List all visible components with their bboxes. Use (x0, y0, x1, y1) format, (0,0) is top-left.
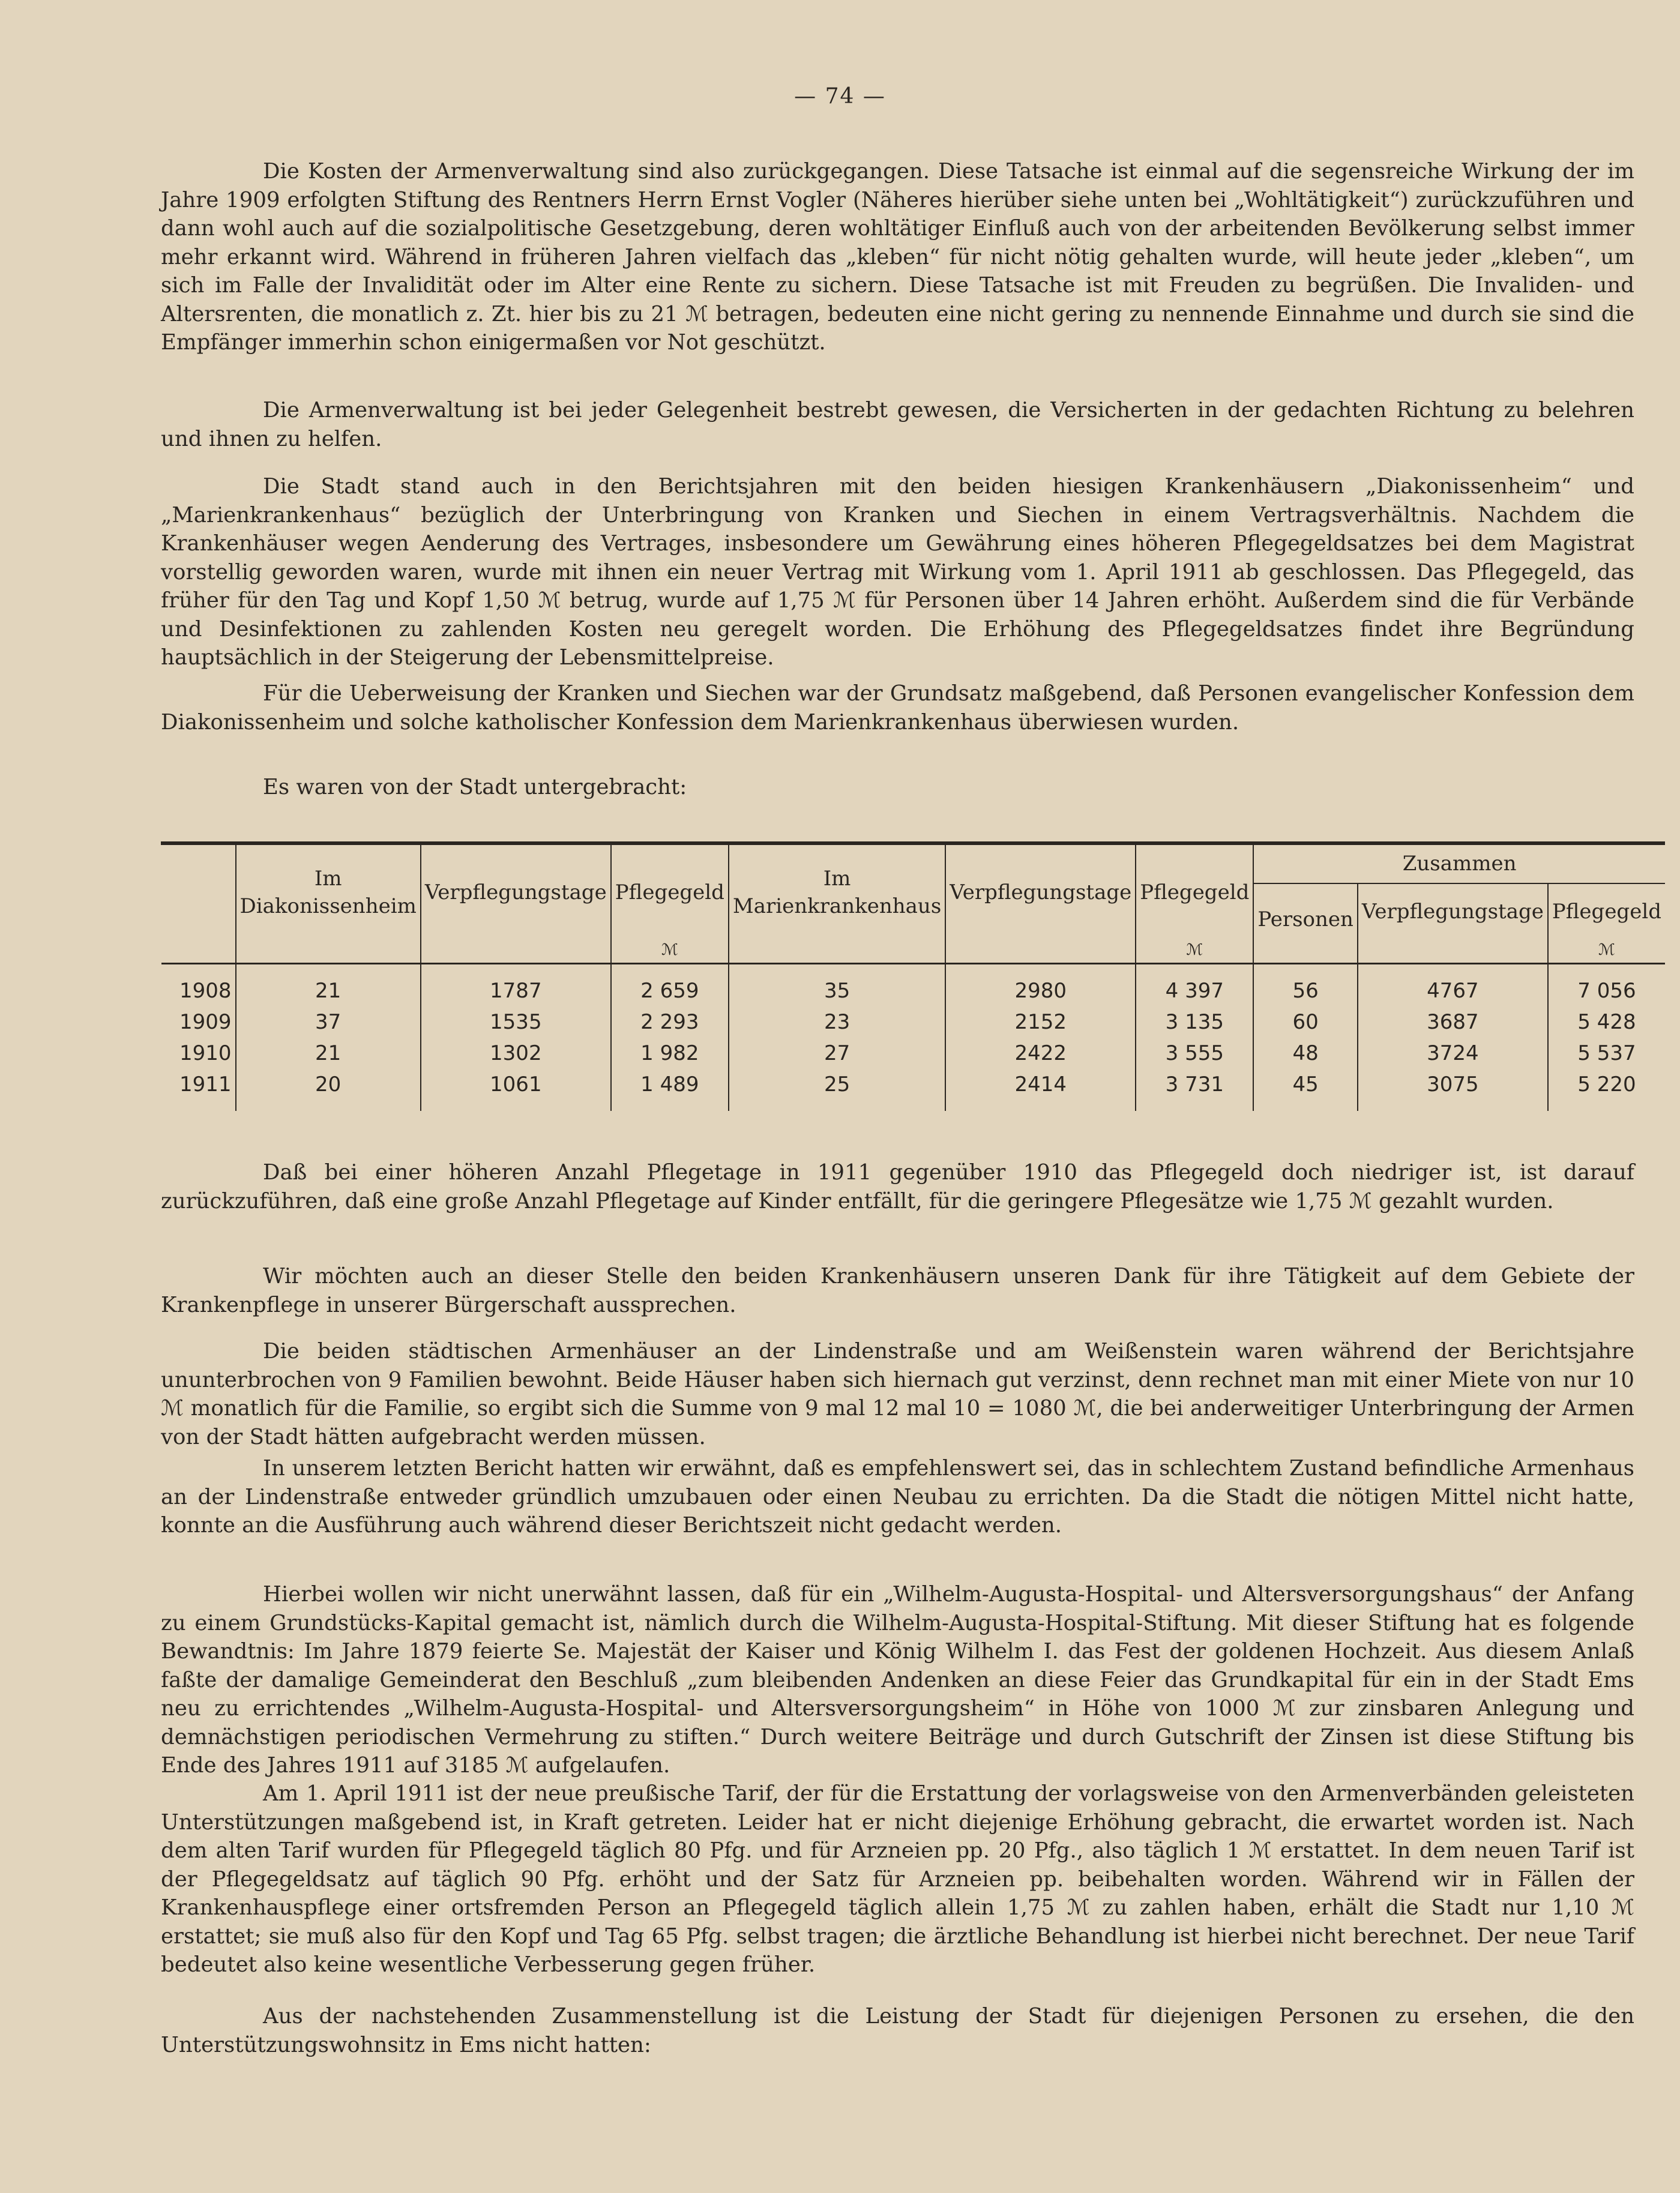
cell-total-days: 4767 (1358, 964, 1548, 1007)
unit-cell-empty (236, 940, 421, 964)
unit-cell-empty (421, 940, 611, 964)
cell-year: 1911 (179, 1072, 232, 1096)
cell-diako-money: 1 489 (611, 1069, 729, 1111)
cell-marien-count: 35 (729, 964, 945, 1007)
table-row (161, 964, 1665, 1007)
page-number: — 74 — (794, 84, 886, 109)
cell-diako-money: 2 659 (611, 964, 729, 1007)
table-row (161, 1006, 1665, 1038)
paragraph-preussischer-tarif: Am 1. April 1911 ist der neue preußische Tarif, der für die Erstattung der vorlagsweise von den Armenverbänden geleisteten Unterstützungen maßgebend ist, in Kraft getreten. Leider hat er nicht diejenige Erhöhung gebracht, die erwartet worden ist. Nach dem alten Tarif wurden für Pflegegeld täglich 80 Pfg. und für Arzneien pp. 20 Pfg., also täglich 1 ℳ erstattet. In dem neuen Tarif ist der Pflegegeldsatz auf täglich 90 Pfg. erhöht und der Satz für Arzneien pp. beibehalten worden. Während wir in Fällen der Krankenhauspflege einer ortsfremden Person an Pflegegeld täglich allein 1,75 ℳ zu zahlen haben, erhält die Stadt nur 1,10 ℳ erstattet; sie muß also für den Kopf und Tag 65 Pfg. selbst tragen; die ärztliche Behandlung ist hierbei nicht berechnet. Der neue Tarif bedeutet also keine wesentliche Verbesserung gegen früher. (161, 1781, 1634, 1977)
header-diako-count: Im Diakonissenheim (236, 845, 421, 940)
cell-marien-days: 2980 (945, 964, 1136, 1007)
header-total-group: Zusammen (1253, 845, 1665, 883)
cell-total-persons: 45 (1253, 1069, 1358, 1111)
table-intro: Es waren von der Stadt untergebracht: (263, 775, 687, 799)
unit-cell-empty (729, 940, 945, 964)
unit-diako-money: ℳ (611, 940, 729, 964)
cell-marien-days: 2152 (945, 1006, 1136, 1038)
cell-total-money: 5 428 (1548, 1006, 1665, 1038)
header-marien-money: Pflegegeld (1136, 845, 1253, 940)
cell-year: 1910 (179, 1041, 232, 1065)
cell-marien-count: 23 (729, 1006, 945, 1038)
paragraph-pflegetage-kinder: Daß bei einer höheren Anzahl Pflegetage in 1911 gegenüber 1910 das Pflegegeld doch niedriger ist, ist darauf zurückzuführen, daß eine große Anzahl Pflegetage auf Kinder entfällt, für die geringere Pflegesätze wie 1,75 ℳ gezahlt wurden. (161, 1160, 1634, 1214)
cell-marien-money: 3 135 (1136, 1006, 1253, 1038)
paragraph-krankenhaeuser-vertrag: Die Stadt stand auch in den Berichtsjahren mit den beiden hiesigen Krankenhäusern „Diakonissenheim“ und „Marienkrankenhaus“ bezüglich der Unterbringung von Kranken und Siechen in einem Vertragsverhältnis. Nachdem die Krankenhäuser wegen Aenderung des Vertrages, insbesondere um Gewährung eines höheren Pflegegeldsatzes bei dem Magistrat vorstellig geworden waren, wurde mit ihnen ein neuer Vertrag mit Wirkung vom 1. April 1911 ab geschlossen. Das Pflegegeld, das früher für den Tag und Kopf 1,50 ℳ betrug, wurde auf 1,75 ℳ für Personen über 14 Jahren erhöht. Außerdem sind die für Verbände und Desinfektionen zu zahlenden Kosten neu geregelt worden. Die Erhöhung des Pflegegeldsatzes findet ihre Begründung hauptsächlich in der Steigerung der Lebensmittelpreise. (161, 474, 1634, 670)
header-total-money: Pflegegeld (1548, 883, 1665, 940)
header-marien-count: Im Marienkrankenhaus (729, 845, 945, 940)
unit-marien-money: ℳ (1136, 940, 1253, 964)
cell-diako-days: 1535 (421, 1006, 611, 1038)
header-diako-money: Pflegegeld (611, 845, 729, 940)
cell-year: 1909 (179, 1010, 232, 1034)
cell-total-persons: 48 (1253, 1038, 1358, 1069)
cell-diako-money: 2 293 (611, 1006, 729, 1038)
unterbringung-table (161, 841, 1665, 1111)
unit-cell-empty (161, 940, 236, 964)
cell-total-days: 3724 (1358, 1038, 1548, 1069)
cell-marien-days: 2414 (945, 1069, 1136, 1111)
cell-total-money: 5 220 (1548, 1069, 1665, 1111)
table-row (161, 1038, 1665, 1069)
paragraph-armenhaus-lindenstrasse: In unserem letzten Bericht hatten wir erwähnt, daß es empfehlenswert sei, das in schlechtem Zustand befindliche Armenhaus an der Lindenstraße entweder gründlich umzubauen oder einen Neubau zu errichten. Da die Stadt die nötigen Mittel nicht hatte, konnte an die Ausführung auch während dieser Berichtszeit nicht gedacht werden. (161, 1456, 1634, 1538)
paragraph-armenhaeuser: Die beiden städtischen Armenhäuser an der Lindenstraße und am Weißenstein waren während der Berichtsjahre ununterbrochen von 9 Familien bewohnt. Beide Häuser haben sich hiernach gut verzinst, denn rechnet man mit einer Miete von nur 10 ℳ monatlich für die Familie, so ergibt sich die Summe von 9 mal 12 mal 10 = 1080 ℳ, die bei anderweitiger Unterbringung der Armen von der Stadt hätten aufgebracht werden müssen. (161, 1339, 1634, 1449)
cell-marien-count: 25 (729, 1069, 945, 1111)
paragraph-zusammenstellung-intro: Aus der nachstehenden Zusammenstellung ist die Leistung der Stadt für diejenigen Personen zu ersehen, die den Unterstützungswohnsitz in Ems nicht hatten: (161, 2004, 1634, 2057)
cell-marien-money: 3 555 (1136, 1038, 1253, 1069)
header-marien-days: Verpflegungstage (945, 845, 1136, 940)
cell-diako-count: 37 (236, 1006, 421, 1038)
cell-diako-count: 21 (236, 964, 421, 1007)
cell-diako-days: 1302 (421, 1038, 611, 1069)
paragraph-dank-krankenhaeuser: Wir möchten auch an dieser Stelle den beiden Krankenhäusern unseren Dank für ihre Tätigkeit auf dem Gebiete der Krankenpflege in unserer Bürgerschaft aussprechen. (161, 1264, 1634, 1317)
unit-cell-empty (945, 940, 1136, 964)
cell-diako-money: 1 982 (611, 1038, 729, 1069)
cell-diako-count: 20 (236, 1069, 421, 1111)
cell-diako-days: 1787 (421, 964, 611, 1007)
cell-diako-days: 1061 (421, 1069, 611, 1111)
cell-total-money: 5 537 (1548, 1038, 1665, 1069)
cell-year: 1908 (179, 979, 232, 1003)
cell-total-persons: 56 (1253, 964, 1358, 1007)
paragraph-armenverwaltung-kosten: Die Kosten der Armenverwaltung sind also zurückgegangen. Diese Tatsache ist einmal auf die segensreiche Wirkung der im Jahre 1909 erfolgten Stiftung des Rentners Herrn Ernst Vogler (Näheres hierüber siehe unten bei „Wohltätigkeit“) zurückzuführen und dann wohl auch auf die sozialpolitische Gesetzgebung, deren wohltätiger Einfluß auch von der arbeitenden Bevölkerung selbst immer mehr erkannt wird. Während in früheren Jahren vielfach das „kleben“ für nicht nötig gehalten wurde, will heute jeder „kleben“, um sich im Falle der Invalidität oder im Alter eine Rente zu sichern. Diese Tatsache ist mit Freuden zu begrüßen. Die Invaliden- und Altersrenten, die monatlich z. Zt. hier bis zu 21 ℳ betragen, bedeuten eine nicht gering zu nennende Einnahme und durch sie sind die Empfänger immerhin schon einigermaßen vor Not geschützt. (161, 159, 1634, 355)
unterbringung-table-wrapper (161, 841, 1661, 1111)
year-header (161, 845, 236, 940)
header-diako-days: Verpflegungstage (421, 845, 611, 940)
header-total-days: Verpflegungstage (1358, 883, 1548, 940)
cell-total-money: 7 056 (1548, 964, 1665, 1007)
cell-total-days: 3687 (1358, 1006, 1548, 1038)
unit-cell-empty (1358, 940, 1548, 964)
cell-marien-days: 2422 (945, 1038, 1136, 1069)
cell-total-persons: 60 (1253, 1006, 1358, 1038)
unit-total-money: ℳ (1548, 940, 1665, 964)
paragraph-ueberweisung-grundsatz: Für die Ueberweisung der Kranken und Siechen war der Grundsatz maßgebend, daß Personen evangelischer Konfession dem Diakonissenheim und solche katholischer Konfession dem Marienkrankenhaus überwiesen wurden. (161, 681, 1634, 735)
cell-diako-count: 21 (236, 1038, 421, 1069)
header-total-persons: Personen (1253, 883, 1358, 940)
cell-total-days: 3075 (1358, 1069, 1548, 1111)
paragraph-versicherte-belehren: Die Armenverwaltung ist bei jeder Gelegenheit bestrebt gewesen, die Versicherten in der gedachten Richtung zu belehren und ihnen zu helfen. (161, 398, 1634, 451)
cell-marien-money: 4 397 (1136, 964, 1253, 1007)
table-row (161, 1069, 1665, 1111)
cell-marien-count: 27 (729, 1038, 945, 1069)
cell-marien-money: 3 731 (1136, 1069, 1253, 1111)
unit-cell-empty (1253, 940, 1358, 964)
paragraph-hospital-stiftung: Hierbei wollen wir nicht unerwähnt lassen, daß für ein „Wilhelm-Augusta-Hospital- und Altersversorgungshaus“ der Anfang zu einem Grundstücks-Kapital gemacht ist, nämlich durch die Wilhelm-Augusta-Hospital-Stiftung. Mit dieser Stiftung hat es folgende Bewandtnis: Im Jahre 1879 feierte Se. Majestät der Kaiser und König Wilhelm I. das Fest der goldenen Hochzeit. Aus diesem Anlaß faßte der damalige Gemeinderat den Beschluß „zum bleibenden Andenken an diese Feier das Grundkapital für ein in der Stadt Ems neu zu errichtendes „Wilhelm-Augusta-Hospital- und Altersversorgungsheim“ in Höhe von 1000 ℳ zur zinsbaren Anlegung und demnächstigen periodischen Vermehrung zu stiften.“ Durch weitere Beiträge und durch Gutschrift der Zinsen ist diese Stiftung bis Ende des Jahres 1911 auf 3185 ℳ aufgelaufen. (161, 1582, 1634, 1778)
